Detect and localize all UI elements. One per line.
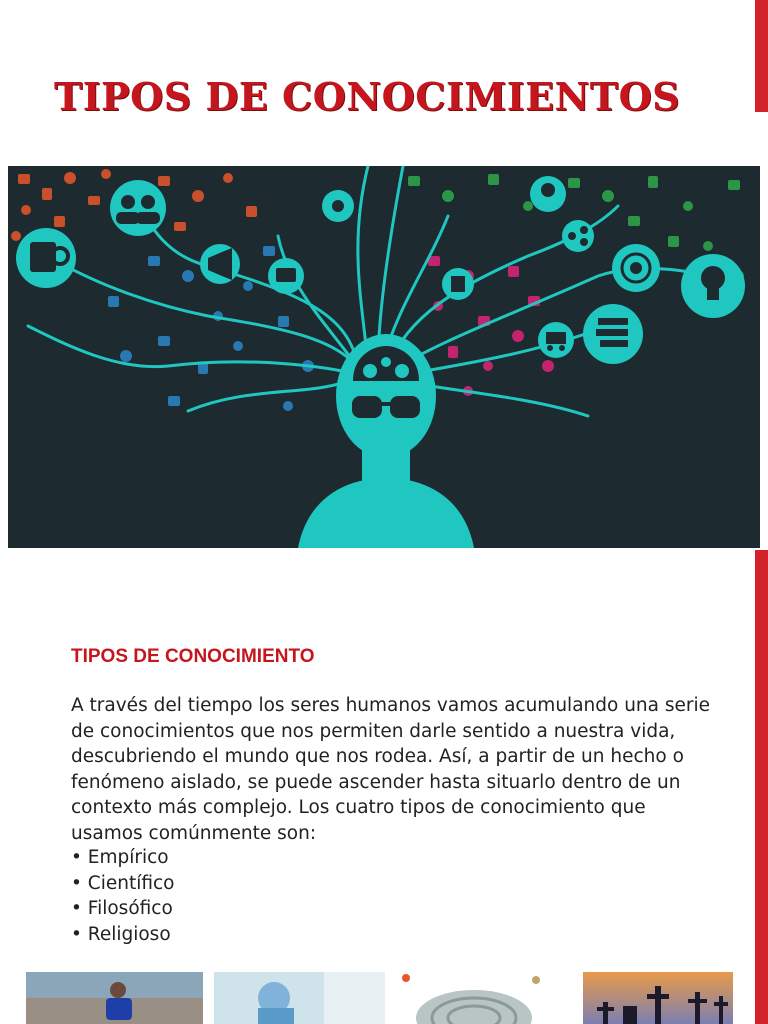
accent-bar-bottom: [755, 550, 768, 1024]
books-icon: [583, 304, 643, 364]
share-icon: [562, 220, 594, 252]
scientific-photo: [214, 972, 385, 1024]
accent-bar-top: [755, 0, 768, 112]
philosophical-photo: [398, 972, 550, 1024]
bulb-small-icon: [530, 176, 566, 212]
knowledge-types-list: [71, 845, 175, 947]
slide-title: TIPOS DE CONOCIMIENTOS: [54, 74, 681, 119]
target-icon: [612, 244, 660, 292]
cart-icon: [538, 322, 574, 358]
list-item: • Empírico: [71, 847, 169, 868]
knowledge-illustration: [8, 166, 760, 548]
list-item: • Religioso: [71, 923, 171, 945]
body-paragraph: A través del tiempo los seres humanos vamos acumulando una serie de conocimientos que nos permiten darle sentido a nuestra vida, descubriendo el mundo que nos rodea. Así, a partir de un hecho o fenómeno aislado, se puede ascender hasta situarlo dentro de un contexto más complejo. Los cuatro tipos de conocimiento que usamos comúnmente son:: [71, 695, 711, 844]
list-item: • Filosófico: [71, 898, 173, 920]
section-heading: TIPOS DE CONOCIMIENTO: [71, 646, 315, 667]
doc-icon: [442, 268, 474, 300]
list-item: • Científico: [71, 872, 175, 894]
monitor-icon: [268, 258, 304, 294]
empirical-photo: [26, 972, 203, 1024]
bulb-icon: [681, 254, 745, 318]
gear-small-icon: [322, 190, 354, 222]
users-icon: [110, 180, 166, 236]
mug-icon: [16, 228, 76, 288]
religious-photo: [583, 972, 733, 1024]
megaphone-icon: [200, 244, 240, 284]
